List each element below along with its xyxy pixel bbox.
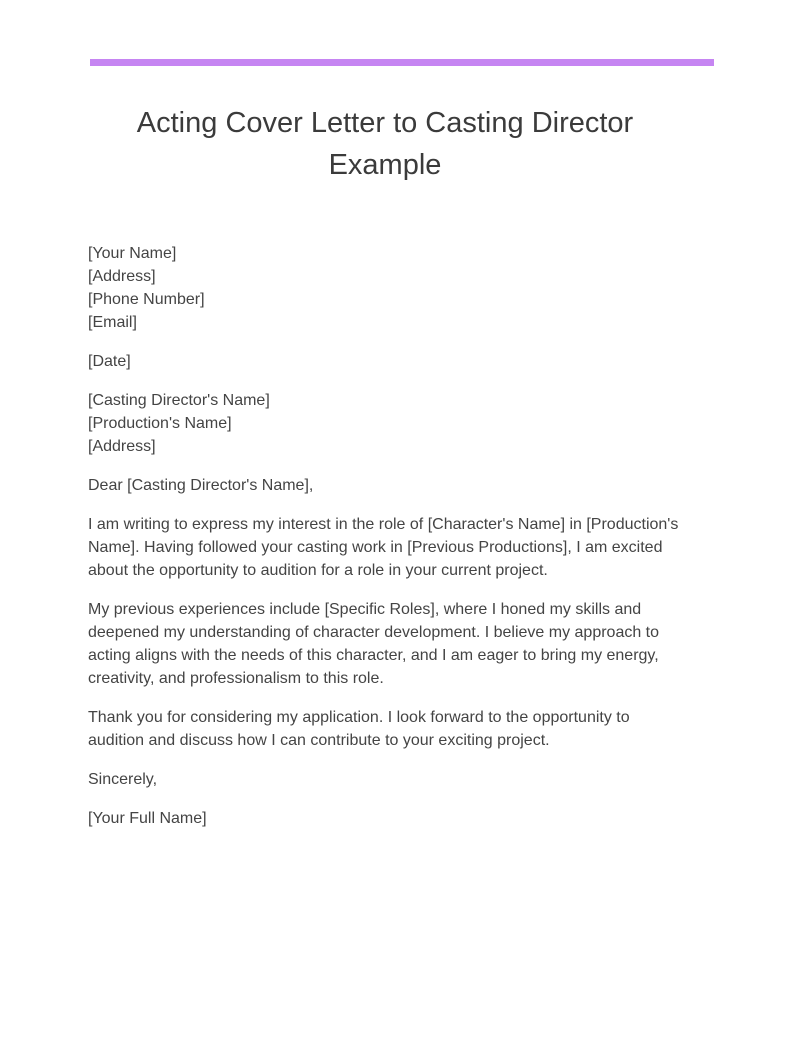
paragraph-2: My previous experiences include [Specific Roles], where I honed my skills and deepened my understanding of character development. I believe my approach to acting aligns with the needs of this character, and I am eager to bring my energy, creativity, and professionalism to this role. <box>88 601 660 687</box>
sender-phone: [Phone Number] <box>88 291 205 308</box>
document-title: Acting Cover Letter to Casting Director Example <box>136 107 634 181</box>
recipient-production: [Production's Name] <box>88 415 232 432</box>
paragraph-3: Thank you for considering my application. I look forward to the opportunity to audition and discuss how I can contribute to your exciting project. <box>88 709 630 749</box>
recipient-block <box>88 389 708 458</box>
recipient-address: [Address] <box>88 438 156 455</box>
letter-body <box>88 242 708 846</box>
date-block <box>88 350 708 373</box>
recipient-name: [Casting Director's Name] <box>88 392 270 409</box>
salutation: Dear [Casting Director's Name], <box>88 477 314 494</box>
paragraph-1: I am writing to express my interest in the role of [Character's Name] in [Production's Name]. Having followed your casting work in [Previous Productions], I am excited about the opportunity to audition for a role in your current project. <box>88 516 679 579</box>
letter-date: [Date] <box>88 353 131 370</box>
signature: [Your Full Name] <box>88 810 207 827</box>
accent-bar <box>90 59 714 66</box>
closing: Sincerely, <box>88 771 158 788</box>
sender-address: [Address] <box>88 268 156 285</box>
sender-name: [Your Name] <box>88 245 177 262</box>
sender-block <box>88 242 708 334</box>
sender-email: [Email] <box>88 314 137 331</box>
